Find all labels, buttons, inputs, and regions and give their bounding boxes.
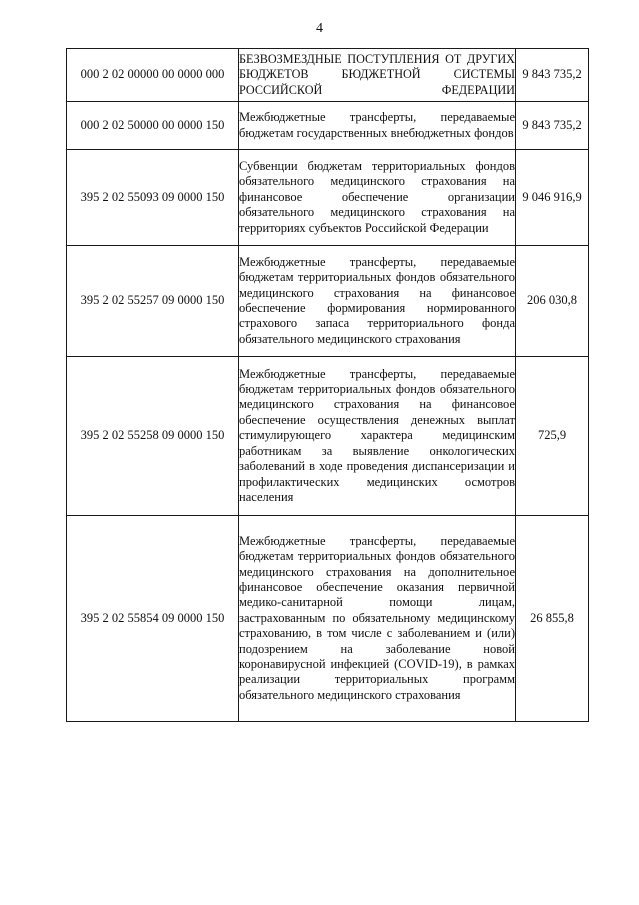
table-row (67, 246, 589, 357)
revenue-description: Субвенции бюджетам территориальных фондов обязательного медицинского страхования на финансовое обеспечение организации обязательного медицинского страхования на территориях субъектов Российской Федерации (239, 150, 516, 246)
budget-classification-code: 000 2 02 50000 00 0000 150 (67, 102, 239, 150)
table-row (67, 150, 589, 246)
revenue-description: Межбюджетные трансферты, передаваемые бюджетам территориальных фондов обязательного медицинского страхования на финансовое обеспечение осуществления денежных выплат стимулирующего характера медицинским работникам за выявление онкологических заболеваний в ходе проведения диспансеризации и профилактических медицинских осмотров населения (239, 357, 516, 516)
budget-classification-code: 395 2 02 55258 09 0000 150 (67, 357, 239, 516)
amount-value: 9 046 916,9 (516, 150, 589, 246)
amount-value: 9 843 735,2 (516, 102, 589, 150)
page-number: 4 (316, 21, 323, 36)
budget-classification-code: 395 2 02 55854 09 0000 150 (67, 516, 239, 722)
amount-value: 9 843 735,2 (516, 49, 589, 102)
budget-classification-code: 000 2 02 00000 00 0000 000 (67, 49, 239, 102)
table-row (67, 357, 589, 516)
amount-value: 206 030,8 (516, 246, 589, 357)
amount-value: 26 855,8 (516, 516, 589, 722)
table-row (67, 49, 589, 102)
revenue-description: Межбюджетные трансферты, передаваемые бюджетам территориальных фондов обязательного медицинского страхования на дополнительное финансовое обеспечение оказания первичной медико-санитарной помощи лицам, застрахованным по обязательному медицинскому страхованию, в том числе с заболеванием и (или) подозрением на заболевание новой коронавирусной инфекцией (COVID-19), в рамках реализации территориальных программ обязательного медицинского страхования (239, 516, 516, 722)
table-row (67, 516, 589, 722)
revenue-description: Межбюджетные трансферты, передаваемые бюджетам территориальных фондов обязательного медицинского страхования на финансовое обеспечение формирования нормированного страхового запаса территориального фонда обязательного медицинского страхования (239, 246, 516, 357)
revenue-description: Межбюджетные трансферты, передаваемые бюджетам государственных внебюджетных фондов (239, 102, 516, 150)
amount-value: 725,9 (516, 357, 589, 516)
budget-classification-code: 395 2 02 55093 09 0000 150 (67, 150, 239, 246)
budget-classification-code: 395 2 02 55257 09 0000 150 (67, 246, 239, 357)
budget-revenue-table (66, 48, 589, 722)
revenue-description: БЕЗВОЗМЕЗДНЫЕ ПОСТУПЛЕНИЯ ОТ ДРУГИХ БЮДЖЕТОВ БЮДЖЕТНОЙ СИСТЕМЫ РОССИЙСКОЙ ФЕДЕРАЦИИ (239, 49, 516, 102)
table-row (67, 102, 589, 150)
